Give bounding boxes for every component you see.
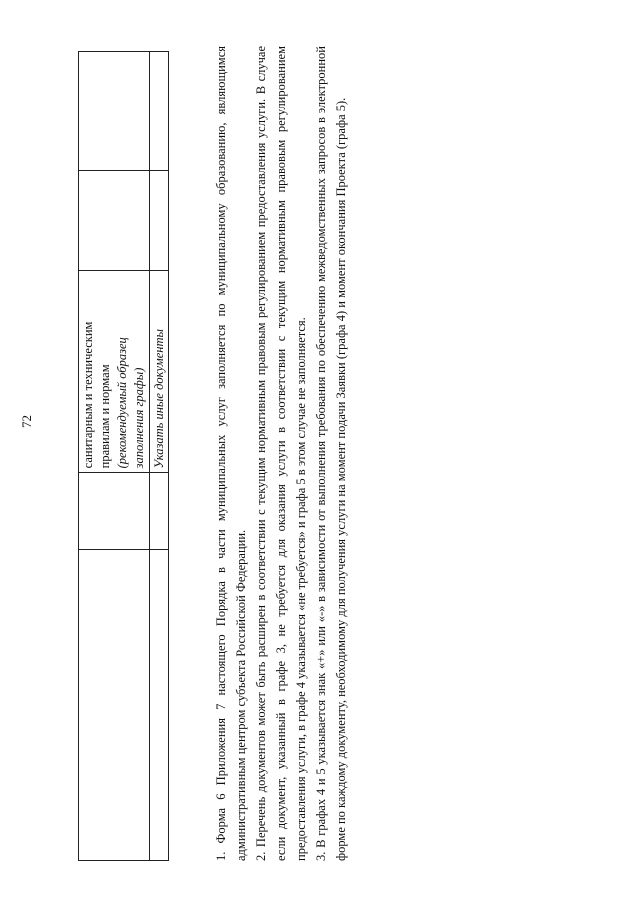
- note-2: 2. Перечень документов может быть расширен в соответствии с текущим нормативным правовым регулированием предоставления услуги. В случае если документ, указанный в графе 3, не требуется для оказания услуги в соответствии с текущим нормативным правовым регулированием предоставления услуги, в графе 4 указывается «не требуется» и графа 5 в этом случае не заполняется.: [254, 46, 308, 861]
- table-cell: [149, 473, 169, 550]
- table-cell: [79, 550, 150, 861]
- notes: [211, 46, 351, 861]
- cell-text: (рекомендуемый образец: [114, 337, 129, 469]
- table-cell: [79, 171, 150, 271]
- table-cell: [79, 52, 150, 171]
- table-cell: [149, 550, 169, 861]
- cell-text: заполнения графы): [131, 367, 146, 469]
- table-row: [79, 52, 150, 861]
- page-number: 72: [19, 415, 34, 428]
- table-row: [149, 52, 169, 861]
- table-cell: [149, 171, 169, 271]
- cell-text: правилам и нормам: [97, 364, 112, 469]
- table-cell-requirements: [79, 271, 150, 473]
- cell-text: санитарным и техническим: [81, 321, 95, 469]
- table-cell: [79, 473, 150, 550]
- table-cell: [149, 52, 169, 171]
- note-3: 3. В графах 4 и 5 указывается знак «+» или «-» в зависимости от выполнения требования по обеспечению межведомственных запросов в электронной форме по каждому документу, необходимому для получения услуги на момент подачи Заявки (графа 4) и момент окончания Проекта (графа 5).: [314, 46, 348, 861]
- table-cell-other-documents: Указать иные документы: [149, 271, 169, 473]
- note-1: 1. Форма 6 Приложения 7 настоящего Порядка в части муниципальных услуг заполняется по муниципальному образованию, являющимся административным центром субъекта Российской Федерации.: [214, 46, 248, 861]
- documents-table: [78, 51, 169, 861]
- rotated-content: [78, 46, 398, 861]
